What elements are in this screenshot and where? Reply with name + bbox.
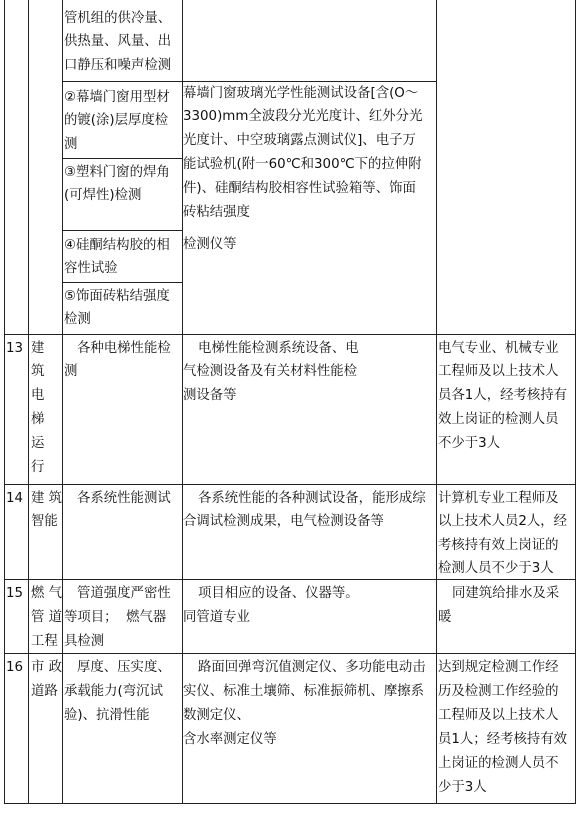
table-border-right xyxy=(575,0,576,804)
equipment-line: 光度计、中空玻璃露点测试仪]、电子万 xyxy=(183,133,416,148)
row-item-line: 测 xyxy=(64,364,78,379)
row-equipment-line: 项目相应的设备、仪器等。 xyxy=(198,586,359,601)
row-item-line: 各种电梯性能检 xyxy=(77,341,171,356)
row-item-line: 管道强度严密性 xyxy=(77,586,171,601)
row-number: 15 xyxy=(6,586,24,601)
equipment-line: 能试验机(附一60℃和300℃下的拉伸附 xyxy=(183,157,422,172)
equipment-line: 砖粘结强度 xyxy=(183,205,250,220)
row-number: 16 xyxy=(6,660,24,675)
row-equipment-line: 测设备等 xyxy=(183,388,237,403)
row-name-char: 电 xyxy=(31,388,45,403)
row-name-char: 运 xyxy=(31,436,45,451)
subitem-2-line: 测 xyxy=(64,137,78,152)
row-item-line: 等项目； 燃气器 xyxy=(64,610,167,625)
prev-item-line: 供热量、风量、出 xyxy=(64,34,172,49)
row-staff-line: 工程师及以上技术人 xyxy=(438,364,559,379)
row-staff-line: 同建筑给排水及采 xyxy=(452,586,560,601)
row-staff-line: 达到规定检测工作经 xyxy=(438,660,559,675)
row-staff-line: 以上技术人员2人，经 xyxy=(438,514,568,529)
row-staff-line: 历及检测工作经验的 xyxy=(438,684,559,699)
subitem-3-line: (可焊性)检测 xyxy=(64,188,142,203)
subitem-rule xyxy=(62,282,183,283)
row-name-char: 梯 xyxy=(31,412,45,427)
row-equipment-line: 含水率测定仪等 xyxy=(183,732,277,747)
row-staff-line: 计算机专业工程师及 xyxy=(438,491,559,506)
subitem-2-line: 的镀(涂)层厚度检 xyxy=(64,113,169,128)
row-rule xyxy=(4,334,576,335)
row-name-line: 燃 气 xyxy=(31,586,63,601)
row-name-line: 智能 xyxy=(31,514,58,529)
row-staff-line: 考核持有效上岗证的 xyxy=(438,538,559,553)
subitem-2-line: ②幕墙门窗用型材 xyxy=(64,90,170,105)
equipment-line: 检测仪等 xyxy=(183,237,237,252)
row-name-char: 建 xyxy=(31,341,45,356)
row-name-line: 道路 xyxy=(31,684,58,699)
equipment-line: 3300)mm全波段分光光度计、红外分光 xyxy=(183,109,423,124)
table-border-left xyxy=(4,0,5,804)
subitem-5-line: 检测 xyxy=(64,312,91,327)
subitem-rule xyxy=(62,81,183,82)
row-staff-line: 员1人；经考核持有效 xyxy=(438,732,568,747)
subitem-4-line: ④硅酮结构胶的相 xyxy=(64,238,170,253)
row-item-line: 具检测 xyxy=(64,634,105,649)
subitem-4-line: 容性试验 xyxy=(64,261,118,276)
row-name-char: 行 xyxy=(31,460,45,475)
row-equipment-line: 合调试检测成果，电气检测设备等 xyxy=(183,514,384,529)
prev-item-line: 管机组的供冷量、 xyxy=(64,11,172,26)
row-equipment-line: 实仪、标准土壤筛、标准振筛机、摩擦系 xyxy=(183,684,425,699)
row-staff-line: 少于3人 xyxy=(438,780,487,795)
subitem-3-line: ③塑料门窗的焊角 xyxy=(64,165,170,180)
row-name-line: 管 道 xyxy=(31,610,63,625)
col-divider-equipment xyxy=(436,0,437,804)
row-equipment-line: 路面回弹弯沉值测定仪、多功能电动击 xyxy=(198,660,426,675)
row-staff-line: 上岗证的检测人员不 xyxy=(438,756,559,771)
row-staff-line: 不少于3人 xyxy=(438,436,501,451)
row-staff-line: 暖 xyxy=(438,610,452,625)
row-staff-line: 效上岗证的检测人员 xyxy=(438,412,559,427)
subitem-5-line: ⑤饰面砖粘结强度 xyxy=(64,289,170,304)
subitem-rule xyxy=(62,230,183,231)
equipment-cell-rule xyxy=(182,81,437,82)
row-number: 13 xyxy=(6,341,24,356)
row-name-line: 市 政 xyxy=(31,660,63,675)
equipment-line: 件)、硅酮结构胶相容性试验箱等、饰面 xyxy=(183,181,416,196)
row-equipment-line: 同管道专业 xyxy=(183,610,250,625)
col-divider-no xyxy=(28,0,29,804)
row-equipment-line: 气检测设备及有关材料性能检 xyxy=(183,364,358,379)
row-name-char: 筑 xyxy=(31,364,45,379)
row-equipment-line: 各系统性能的各种测试设备，能形成综 xyxy=(198,491,426,506)
prev-item-line: 口静压和噪声检测 xyxy=(64,58,172,73)
row-name-line: 建 筑 xyxy=(31,491,63,506)
row-number: 14 xyxy=(6,491,24,506)
row-staff-line: 检测人员不少于3人 xyxy=(438,561,554,576)
row-staff-line: 工程师及以上技术人 xyxy=(438,708,559,723)
row-staff-line: 电气专业、机械专业 xyxy=(438,341,559,356)
row-name-line: 工程 xyxy=(31,634,58,649)
col-divider-name xyxy=(62,0,63,804)
table-border-bottom xyxy=(4,803,576,804)
row-equipment-line: 电梯性能检测系统设备、电 xyxy=(198,341,359,356)
row-item-line: 各系统性能测试 xyxy=(77,491,171,506)
row-item-line: 厚度、压实度、 xyxy=(77,660,171,675)
equipment-line: 幕墙门窗玻璃光学性能测试设备[含(O～ xyxy=(183,86,419,101)
row-staff-line: 员各1人，经考核持有 xyxy=(438,388,568,403)
row-equipment-line: 数测定仪、 xyxy=(183,708,250,723)
row-rule xyxy=(4,484,576,485)
row-item-line: 承载能力(弯沉试 xyxy=(64,684,163,699)
subitem-rule xyxy=(62,158,183,159)
row-item-line: 验)、抗滑性能 xyxy=(64,708,150,723)
